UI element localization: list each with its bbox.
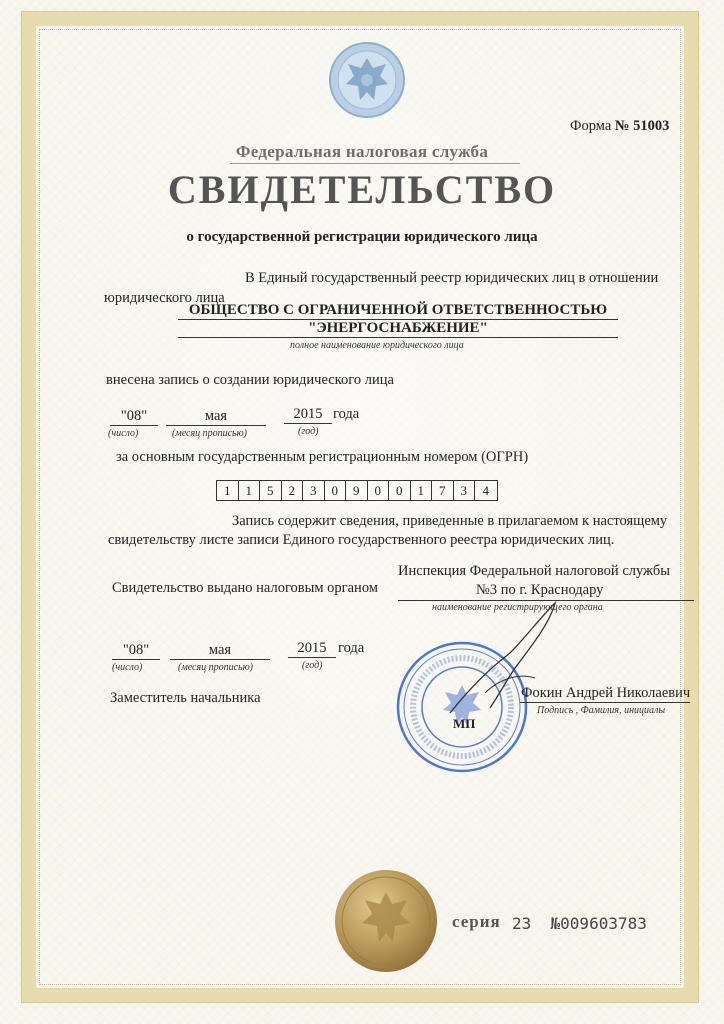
entry-day-hint: (число) xyxy=(108,428,139,439)
intro-line-2: юридического лица xyxy=(104,290,225,306)
issue-year-hint: (год) xyxy=(302,660,323,671)
form-number-value: № 51003 xyxy=(614,118,670,134)
organization-name-hint: полное наименование юридического лица xyxy=(290,340,464,351)
entry-date-day: "08" xyxy=(110,408,158,426)
ogrn-digit: 9 xyxy=(346,481,368,500)
organization-name-line-2: "ЭНЕРГОСНАБЖЕНИЕ" xyxy=(308,320,488,336)
ogrn-digit: 0 xyxy=(368,481,390,500)
org-underline-2 xyxy=(178,337,618,338)
stamp-mp-label: МП xyxy=(453,716,476,731)
ogrn-digit: 3 xyxy=(454,481,476,500)
record-text-line-2: свидетельству листе записи Единого государственного реестра юридических лиц. xyxy=(108,532,615,548)
series-number: №009603783 xyxy=(550,914,647,933)
issue-day-hint: (число) xyxy=(112,662,143,673)
signer-name: Фокин Андрей Николаевич xyxy=(521,685,691,701)
signer-underline xyxy=(520,702,690,703)
series-label: серия xyxy=(452,912,501,931)
series-value: 23 xyxy=(512,914,532,933)
signer-position: Заместитель начальника xyxy=(110,690,261,706)
entry-date-month: мая xyxy=(166,408,266,426)
entry-date-year-suffix: года xyxy=(333,406,360,422)
gold-seal-icon xyxy=(333,868,439,974)
series-values xyxy=(512,914,647,933)
ogrn-digit: 7 xyxy=(432,481,454,500)
issuer-line-2: №3 по г. Краснодару xyxy=(476,582,604,598)
signer-hint: Подпись , Фамилия, инициалы xyxy=(537,705,666,716)
issue-month-hint: (месяц прописью) xyxy=(178,662,253,673)
organization-name xyxy=(120,302,676,338)
entry-year-hint: (год) xyxy=(298,426,319,437)
organization-name-line-1: ОБЩЕСТВО С ОГРАНИЧЕННОЙ ОТВЕТСТВЕННОСТЬЮ xyxy=(188,302,608,318)
entry-month-hint: (месяц прописью) xyxy=(172,428,247,439)
form-number xyxy=(570,118,669,135)
ogrn-digit: 3 xyxy=(303,481,325,500)
ogrn-digit: 0 xyxy=(325,481,347,500)
authority-divider xyxy=(230,163,520,164)
issued-by-label: Свидетельство выдано налоговым органом xyxy=(112,580,378,596)
issue-date-year: 2015 xyxy=(288,640,336,658)
ogrn-digit: 1 xyxy=(239,481,261,500)
issue-date-day: "08" xyxy=(112,642,160,660)
ogrn-digit: 1 xyxy=(411,481,433,500)
issue-date-month: мая xyxy=(170,642,270,660)
entry-date-year: 2015 xyxy=(284,406,332,424)
entry-text: внесена запись о создании юридического лица xyxy=(106,372,394,388)
ogrn-digit: 5 xyxy=(260,481,282,500)
document-title: СВИДЕТЕЛЬСТВО xyxy=(167,167,557,212)
issuer-hint: наименование регистрирующего органа xyxy=(432,602,603,613)
issue-date-year-suffix: года xyxy=(338,640,365,656)
ogrn-digit: 1 xyxy=(217,481,239,500)
ogrn-text: за основным государственным регистрационным номером (ОГРН) xyxy=(116,449,529,465)
ogrn-number xyxy=(216,480,498,501)
tax-service-emblem-icon xyxy=(328,40,406,120)
ogrn-digit: 4 xyxy=(482,483,489,498)
ogrn-digit: 2 xyxy=(282,481,304,500)
issuer-line-1: Инспекция Федеральной налоговой службы xyxy=(398,563,670,579)
form-label: Форма xyxy=(570,118,612,134)
ogrn-digit: 0 xyxy=(389,481,411,500)
document-subtitle: о государственной регистрации юридического лица xyxy=(186,229,538,245)
record-text-line-1: Запись содержит сведения, приведенные в прилагаемом к настоящему xyxy=(232,513,668,529)
intro-line-1: В Единый государственный реестр юридических лиц в отношении xyxy=(245,270,659,286)
authority-name: Федеральная налоговая служба xyxy=(235,142,489,161)
